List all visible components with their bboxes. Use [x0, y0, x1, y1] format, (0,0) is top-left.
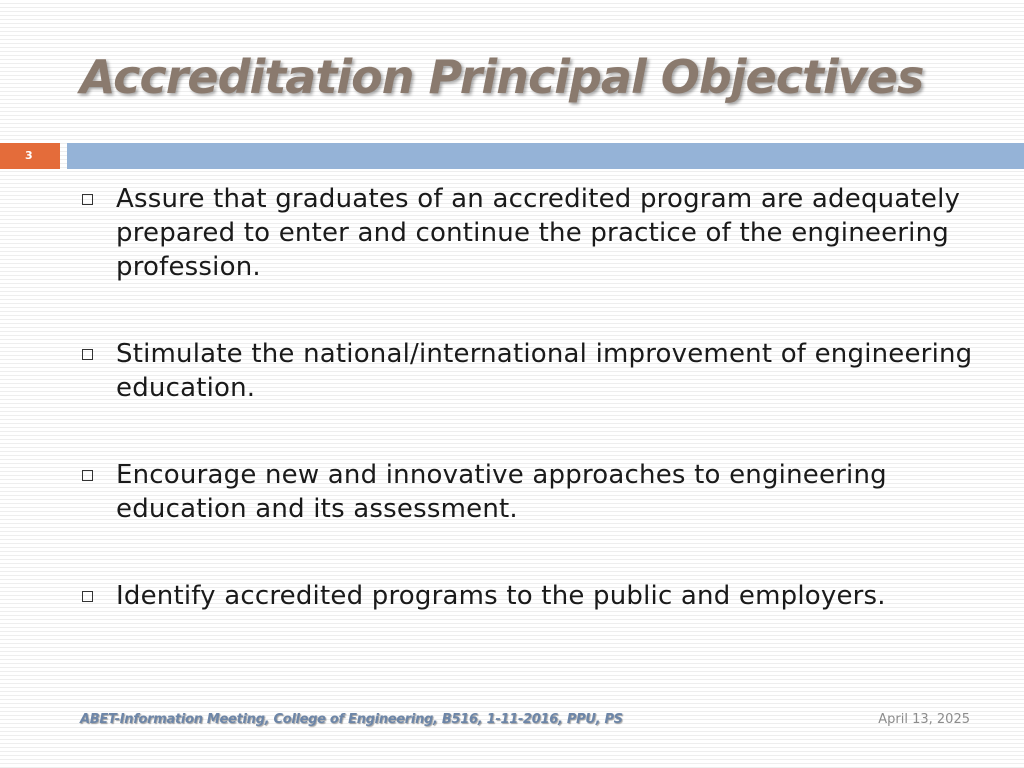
footer-meeting-info: ABET-Information Meeting, College of Engineering, B516, 1-11-2016, PPU, PS — [80, 712, 623, 727]
bullet-item — [80, 458, 980, 526]
bullet-item — [80, 579, 980, 613]
bullet-text: Encourage new and innovative approaches to engineering education and its assessment. — [116, 460, 887, 524]
square-bullet-icon — [82, 194, 93, 205]
slide-title: Accreditation Principal Objectives — [80, 50, 924, 104]
bullet-list — [80, 182, 980, 613]
title-divider-bar — [67, 143, 1024, 169]
slide-number: 3 — [0, 143, 60, 169]
bullet-item — [80, 337, 980, 405]
square-bullet-icon — [82, 591, 93, 602]
footer-date: April 13, 2025 — [878, 712, 970, 727]
bullet-item — [80, 182, 980, 284]
bullet-text: Stimulate the national/international improvement of engineering education. — [116, 339, 973, 403]
square-bullet-icon — [82, 470, 93, 481]
bullet-text: Identify accredited programs to the public and employers. — [116, 581, 886, 611]
square-bullet-icon — [82, 349, 93, 360]
bullet-text: Assure that graduates of an accredited program are adequately prepared to enter and continue the practice of the engineering profession. — [116, 184, 961, 282]
